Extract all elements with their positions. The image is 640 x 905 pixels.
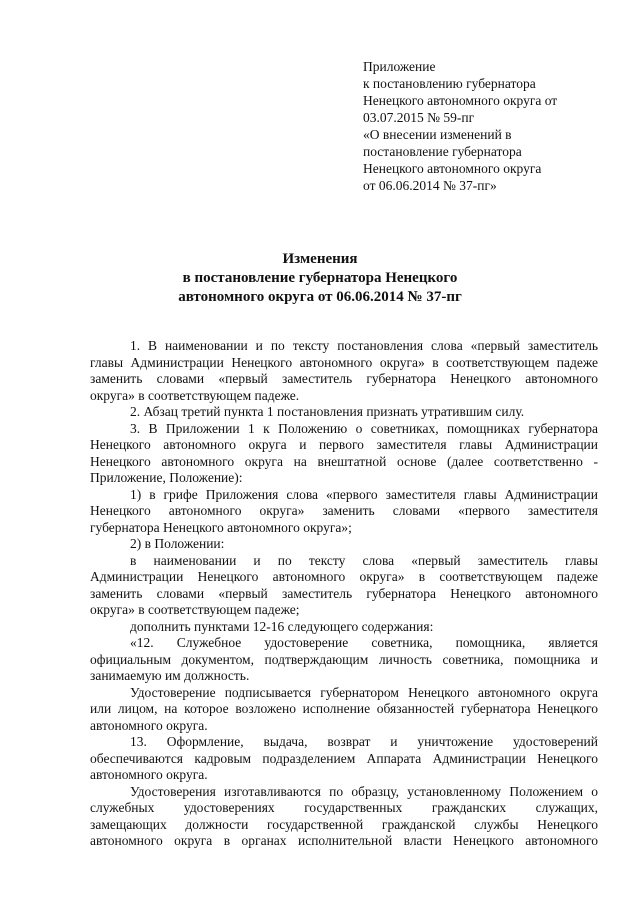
body-line: автономного округа в органах исполнительной власти Ненецкого автономного	[90, 833, 598, 848]
body-line: официальным документом, подтверждающим личность советника, помощника и	[90, 651, 598, 667]
body-line: «12. Служебное удостоверение советника, помощника, является	[130, 635, 598, 650]
body-line: заменить словами «первый заместитель губернатора Ненецкого автономного	[90, 371, 598, 386]
header-line: от 06.06.2014 № 37-пг»	[363, 178, 497, 193]
body-line: Администрации Ненецкого автономного округа» в соответствующем падеже	[90, 569, 598, 584]
title-line: автономного округа от 06.06.2014 № 37-пг	[178, 289, 462, 305]
title-line: Изменения	[282, 251, 358, 267]
header-line: «О внесении изменений в	[363, 127, 512, 142]
body-line: автономного округа.	[90, 767, 208, 782]
header-line: Ненецкого автономного округа от	[363, 93, 558, 108]
body-line: или лицом, на которое возложено исполнение обязанностей губернатора Ненецкого	[90, 701, 598, 716]
body-line: 2) в Положении:	[130, 536, 225, 551]
body-line: занимаемую им должность.	[90, 668, 250, 683]
header-line: постановление губернатора	[363, 144, 522, 159]
title-line: в постановление губернатора Ненецкого	[182, 270, 458, 286]
body-line: Ненецкого автономного округа и первого заместителя главы Администрации	[90, 437, 598, 452]
attachment-header	[363, 58, 613, 194]
header-line: Приложение	[363, 59, 436, 74]
body-line: Ненецкого автономного округа» заменить словами «первого заместителя	[90, 503, 598, 518]
body-line: заменить словами «первый заместитель губернатора Ненецкого автономного	[90, 585, 598, 601]
body-line: Удостоверения изготавливаются по образцу, установленному Положением о	[130, 783, 598, 799]
body-line: 1) в грифе Приложения слова «первого заместителя главы Администрации	[130, 486, 598, 502]
body-line: губернатора Ненецкого автономного округа»;	[90, 519, 352, 535]
body-line: служебных удостоверениях государственных гражданских служащих,	[90, 800, 598, 815]
body-line: дополнить пунктами 12-16 следующего содержания:	[130, 618, 434, 634]
body-line: автономного округа.	[90, 717, 208, 733]
body-line: обеспечиваются кадровым подразделением Аппарата Администрации Ненецкого	[90, 750, 598, 766]
body-line: главы Администрации Ненецкого автономного округа» в соответствующем падеже	[90, 354, 598, 370]
header-line: Ненецкого автономного округа	[363, 161, 542, 176]
body-line: Удостоверение подписывается губернатором Ненецкого автономного округа	[130, 684, 598, 700]
document-body	[90, 338, 598, 850]
body-line: округа» в соответствующем падеже.	[90, 387, 300, 403]
body-line: Ненецкого автономного округа на внештатной основе (далее соответственно -	[90, 453, 598, 469]
body-line: округа» в соответствующем падеже;	[90, 602, 300, 617]
header-line: 03.07.2015 № 59-пг	[363, 110, 475, 125]
body-line: 3. В Приложении 1 к Положению о советниках, помощниках губернатора	[130, 420, 598, 436]
body-line: 1. В наименовании и по тексту постановления слова «первый заместитель	[130, 338, 598, 353]
body-line: 2. Абзац третий пункта 1 постановления признать утратившим силу.	[130, 404, 525, 419]
header-line: к постановлению губернатора	[363, 76, 536, 91]
body-line: в наименовании и по тексту слова «первый заместитель главы	[130, 552, 598, 568]
body-line: 13. Оформление, выдача, возврат и уничтожение удостоверений	[130, 734, 598, 749]
document-title	[0, 250, 640, 307]
body-line: Приложение, Положение):	[90, 470, 243, 485]
body-line: замещающих должности государственной гражданской службы Ненецкого	[90, 816, 598, 832]
